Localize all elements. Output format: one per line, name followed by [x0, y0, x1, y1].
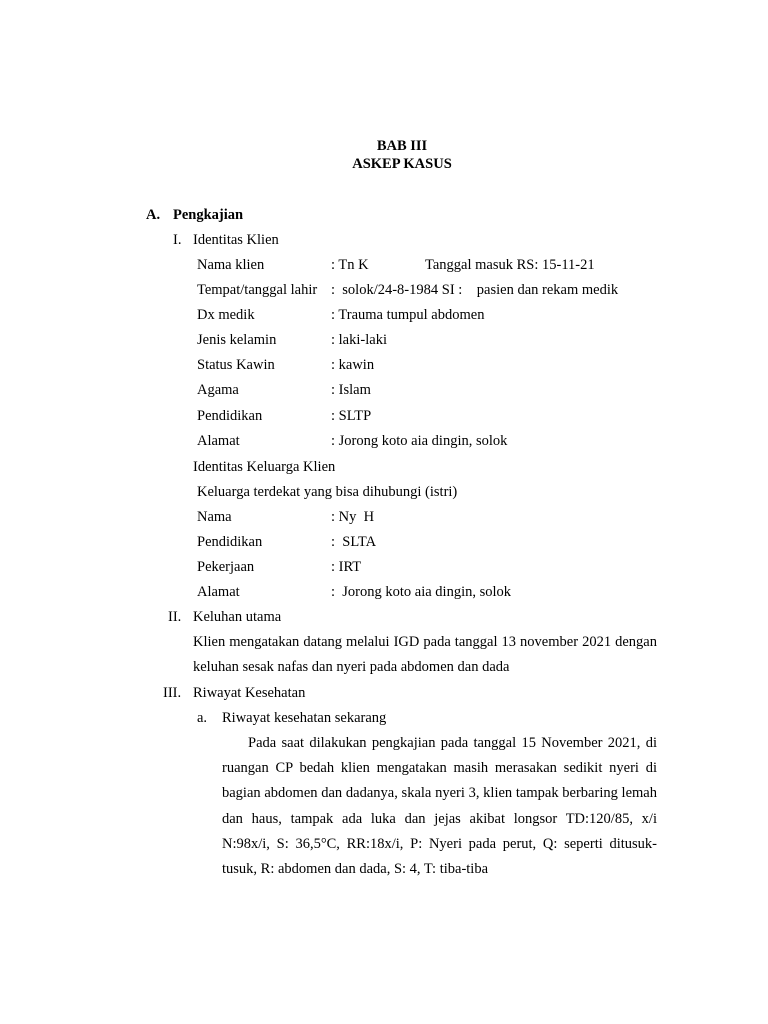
chapter-subtitle: ASKEP KASUS: [352, 156, 452, 172]
identitas-keluarga-subtitle: Keluarga terdekat yang bisa dihubungi (istri): [197, 484, 458, 500]
riwayat-sekarang-marker: a.: [197, 710, 208, 726]
field-label: Pekerjaan: [197, 559, 255, 575]
identitas-keluarga-title: Identitas Keluarga Klien: [193, 459, 336, 475]
field-value: : laki-laki: [331, 332, 387, 348]
section-a-marker: A.: [146, 207, 161, 223]
field-value: : Islam: [331, 382, 371, 398]
field-label: Jenis kelamin: [197, 332, 277, 348]
field-value: : Jorong koto aia dingin, solok: [331, 584, 512, 600]
keluhan-utama-marker: II.: [168, 609, 182, 625]
keluhan-utama-title: Keluhan utama: [193, 609, 282, 625]
field-value: : kawin: [331, 357, 375, 373]
field-label: Nama: [197, 509, 232, 525]
identitas-klien-title: Identitas Klien: [193, 232, 279, 248]
field-label: Pendidikan: [197, 534, 263, 550]
field-value: : Trauma tumpul abdomen: [331, 307, 485, 323]
tanggal-masuk: Tanggal masuk RS: 15-11-21: [425, 257, 595, 273]
keluhan-utama-text: Klien mengatakan datang melalui IGD pada tanggal 13 november 2021 dengan keluhan sesak nafas dan nyeri pada abdomen dan dada: [193, 634, 657, 676]
field-label: Dx medik: [197, 307, 255, 323]
field-value: : SLTA: [331, 534, 377, 550]
riwayat-sekarang-title: Riwayat kesehatan sekarang: [222, 710, 387, 726]
field-value: : solok/24-8-1984 SI : pasien dan rekam medik: [331, 282, 619, 298]
field-value: : Tn K: [331, 257, 369, 273]
field-value: : IRT: [331, 559, 362, 575]
field-value: : Ny H: [331, 509, 375, 525]
field-label: Nama klien: [197, 257, 265, 273]
riwayat-kesehatan-title: Riwayat Kesehatan: [193, 685, 306, 701]
section-a-title: Pengkajian: [173, 207, 244, 223]
riwayat-kesehatan-marker: III.: [163, 685, 182, 701]
field-label: Alamat: [197, 584, 240, 600]
field-label: Pendidikan: [197, 408, 263, 424]
riwayat-sekarang-text: Pada saat dilakukan pengkajian pada tanggal 15 November 2021, di ruangan CP bedah klien mengatakan masih merasakan sedikit nyeri di bagian abdomen dan dadanya, skala nyeri 3, klien tampak berbaring lemah dan haus, tampak ada luka dan jejas akibat longsor TD:120/85, x/i N:98x/i, S: 36,5°C, RR:18x/i, P: Nyeri pada perut, Q: seperti ditusuk-tusuk, R: abdomen dan dada, S: 4, T: tiba-tiba: [222, 735, 657, 878]
chapter-title: BAB III: [376, 138, 428, 154]
field-label: Tempat/tanggal lahir: [197, 282, 318, 298]
field-label: Status Kawin: [197, 357, 275, 373]
field-value: : Jorong koto aia dingin, solok: [331, 433, 508, 449]
field-label: Agama: [197, 382, 239, 398]
identitas-klien-marker: I.: [173, 232, 182, 248]
field-label: Alamat: [197, 433, 240, 449]
field-value: : SLTP: [331, 408, 372, 424]
